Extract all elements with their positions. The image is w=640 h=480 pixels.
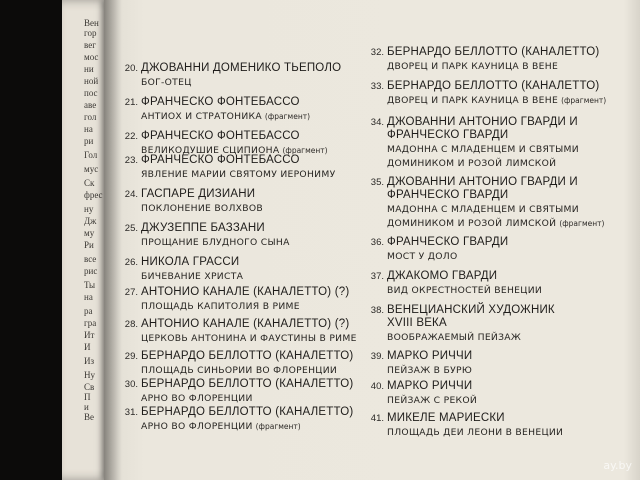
list-item xyxy=(104,350,353,376)
list-item xyxy=(362,236,508,262)
artist-name: АНТОНИО КАНАЛЕ (КАНАЛЕТТО) (?) xyxy=(141,318,350,330)
plate-number: 28. xyxy=(124,319,138,330)
fragment-note: (фрагмент) xyxy=(264,112,311,121)
painting-title: ПЕЙЗАЖ В БУРЮ xyxy=(387,365,473,376)
left-page-text-fragment: гра xyxy=(84,318,97,328)
fragment-note: (фрагмент) xyxy=(559,219,605,228)
artist-name: ДЖУЗЕППЕ БАЗЗАНИ xyxy=(141,222,265,234)
painting-title: ВООБРАЖАЕМЫЙ ПЕЙЗАЖ xyxy=(387,332,522,343)
artist-name: ДЖАКОМО ГВАРДИ xyxy=(387,270,498,282)
painting-title: ДВОРЕЦ И ПАРК КАУНИЦА В ВЕНЕ xyxy=(387,95,559,106)
left-page-text-fragment: П xyxy=(84,392,91,402)
plate-number: 26. xyxy=(124,257,138,268)
plate-number: 31. xyxy=(124,407,138,418)
plate-number: 32. xyxy=(370,47,384,58)
left-page-text-fragment: на xyxy=(84,124,93,134)
painting-title: ПОКЛОНЕНИЕ ВОЛХВОВ xyxy=(141,203,263,214)
left-page-text-fragment: Ве xyxy=(84,412,94,422)
artist-name: МАРКО РИЧЧИ xyxy=(387,380,473,392)
left-page-text-fragment: аве xyxy=(84,100,97,110)
plate-number: 24. xyxy=(124,189,138,200)
plate-number: 40. xyxy=(370,381,384,392)
list-item xyxy=(104,256,243,282)
left-page-text-fragment: ни xyxy=(84,64,94,74)
list-item xyxy=(104,154,335,180)
painting-title: ПРОЩАНИЕ БЛУДНОГО СЫНА xyxy=(141,237,290,248)
left-page-text-fragment: гор xyxy=(84,28,97,38)
plate-number: 37. xyxy=(370,271,384,282)
artist-name: ФРАНЧЕСКО ФОНТЕБАССО xyxy=(141,96,300,108)
artist-name: ДЖОВАННИ ДОМЕНИКО ТЬЕПОЛО xyxy=(141,62,342,74)
list-item xyxy=(362,176,604,229)
painting-title: МАДОННА С МЛАДЕНЦЕМ И СВЯТЫМИ xyxy=(387,144,579,155)
left-page-text-fragment: Дж xyxy=(84,216,97,226)
list-item xyxy=(362,380,477,406)
left-page-text-fragment: Ну xyxy=(84,370,95,380)
plate-number: 20. xyxy=(124,63,138,74)
plate-number: 23. xyxy=(124,155,138,166)
left-page-text-fragment: Ри xyxy=(84,240,94,250)
list-item xyxy=(104,188,263,214)
fragment-note: (фрагмент) xyxy=(282,146,328,155)
artist-name: БЕРНАРДО БЕЛЛОТТО (КАНАЛЕТТО) xyxy=(141,406,354,418)
artist-name: ГАСПАРЕ ДИЗИАНИ xyxy=(141,188,256,200)
painting-title: БИЧЕВАНИЕ ХРИСТА xyxy=(141,271,244,282)
artist-name: ФРАНЧЕСКО ГВАРДИ xyxy=(387,236,509,248)
left-page-text-fragment: Ты xyxy=(84,280,96,290)
painting-title: АРНО ВО ФЛОРЕНЦИИ xyxy=(141,421,253,432)
painting-title: ВИД ОКРЕСТНОСТЕЙ ВЕНЕЦИИ xyxy=(387,285,543,296)
artist-name-continued: XVIII ВЕКА xyxy=(387,317,447,329)
list-item xyxy=(362,304,555,343)
plate-number: 39. xyxy=(370,351,384,362)
left-page-text-fragment: мус xyxy=(84,164,99,174)
left-page-text-fragment: и xyxy=(84,402,89,412)
left-page-text-fragment: му xyxy=(84,228,95,238)
left-page-text-fragment: ра xyxy=(84,306,93,316)
artist-name: АНТОНИО КАНАЛЕ (КАНАЛЕТТО) (?) xyxy=(141,286,350,298)
list-item xyxy=(362,80,606,106)
plate-number: 34. xyxy=(370,117,384,128)
artist-name: ДЖОВАННИ АНТОНИО ГВАРДИ И xyxy=(387,116,578,128)
left-page-text-fragment: на xyxy=(84,292,93,302)
plate-number: 30. xyxy=(124,379,138,390)
plate-number: 41. xyxy=(370,413,384,424)
left-page-text-fragment: Ск xyxy=(84,178,95,188)
left-page-text-fragment: все xyxy=(84,254,97,264)
artist-name: БЕРНАРДО БЕЛЛОТТО (КАНАЛЕТТО) xyxy=(387,46,600,58)
left-page-text-fragment: ри xyxy=(84,136,94,146)
left-page-text-fragment: Ит xyxy=(84,330,95,340)
list-item xyxy=(104,62,341,88)
fragment-note: (фрагмент) xyxy=(561,96,607,105)
left-page-text-fragment: ну xyxy=(84,204,94,214)
left-page-text-fragment: вег xyxy=(84,40,96,50)
watermark: ay.by xyxy=(603,459,632,472)
painting-title: ЯВЛЕНИЕ МАРИИ СВЯТОМУ ИЕРОНИМУ xyxy=(141,169,336,180)
left-page-text-fragment: Св xyxy=(84,382,95,392)
left-page-text-fragment: гол xyxy=(84,112,97,122)
list-item xyxy=(104,222,290,248)
artist-name: НИКОЛА ГРАССИ xyxy=(141,256,240,268)
artist-name: БЕРНАРДО БЕЛЛОТТО (КАНАЛЕТТО) xyxy=(387,80,600,92)
list-item xyxy=(362,270,542,296)
list-item xyxy=(104,96,310,122)
left-page-text-fragment: Из xyxy=(84,356,95,366)
left-page-text-fragment: Вен xyxy=(84,18,99,28)
painting-title: МАДОННА С МЛАДЕНЦЕМ И СВЯТЫМИ xyxy=(387,204,579,215)
painting-title: БОГ-ОТЕЦ xyxy=(141,77,192,88)
plate-number: 21. xyxy=(124,97,138,108)
artist-name: МАРКО РИЧЧИ xyxy=(387,350,473,362)
artist-name-continued: ФРАНЧЕСКО ГВАРДИ xyxy=(387,129,509,141)
painting-title: ПЛОЩАДЬ КАПИТОЛИЯ В РИМЕ xyxy=(141,301,300,312)
plate-number: 36. xyxy=(370,237,384,248)
painting-title: ПЕЙЗАЖ С РЕКОЙ xyxy=(387,395,478,406)
painting-title: ВЕЛИКОДУШИЕ СЦИПИОНА xyxy=(141,145,280,156)
artist-name: ФРАНЧЕСКО ФОНТЕБАССО xyxy=(141,154,300,166)
plate-number: 38. xyxy=(370,305,384,316)
list-item xyxy=(104,318,357,344)
list-item xyxy=(104,130,328,156)
artist-name-continued: ФРАНЧЕСКО ГВАРДИ xyxy=(387,189,509,201)
plate-number: 29. xyxy=(124,351,138,362)
left-page-text-fragment: рис xyxy=(84,266,98,276)
left-page-text-fragment: ной xyxy=(84,76,99,86)
painting-title: АРНО ВО ФЛОРЕНЦИИ xyxy=(141,393,253,404)
left-page-text-fragment: мос xyxy=(84,52,99,62)
book-page xyxy=(104,0,640,480)
painting-title: ДВОРЕЦ И ПАРК КАУНИЦА В ВЕНЕ xyxy=(387,61,559,72)
fragment-note: (фрагмент) xyxy=(255,422,301,431)
left-page-text-fragment: фрес xyxy=(84,190,103,200)
plate-number: 33. xyxy=(370,81,384,92)
painting-title: ЦЕРКОВЬ АНТОНИНА И ФАУСТИНЫ В РИМЕ xyxy=(141,333,357,344)
painting-title: ПЛОЩАДЬ ДЕИ ЛЕОНИ В ВЕНЕЦИИ xyxy=(387,427,564,438)
artist-name: МИКЕЛЕ МАРИЕСКИ xyxy=(387,412,505,424)
list-item xyxy=(104,406,353,432)
artist-name: ВЕНЕЦИАНСКИЙ ХУДОЖНИК xyxy=(387,304,555,316)
painting-title: ДОМИНИКОМ И РОЗОЙ ЛИМСКОЙ xyxy=(387,218,557,229)
list-item xyxy=(362,350,472,376)
artist-name: ДЖОВАННИ АНТОНИО ГВАРДИ И xyxy=(387,176,578,188)
plate-number: 27. xyxy=(124,287,138,298)
list-item xyxy=(362,116,579,169)
artist-name: БЕРНАРДО БЕЛЛОТТО (КАНАЛЕТТО) xyxy=(141,378,354,390)
plate-number: 25. xyxy=(124,223,138,234)
painting-title: ПЛОЩАДЬ СИНЬОРИИ ВО ФЛОРЕНЦИИ xyxy=(141,365,338,376)
left-page-text-fragment: Гол xyxy=(84,150,98,160)
list-item xyxy=(362,46,599,72)
list-item xyxy=(104,378,353,404)
list-item xyxy=(362,412,563,438)
artist-name: БЕРНАРДО БЕЛЛОТТО (КАНАЛЕТТО) xyxy=(141,350,354,362)
list-item xyxy=(104,286,349,312)
painting-title: МОСТ У ДОЛО xyxy=(387,251,458,262)
left-page-text-fragment: И xyxy=(84,342,91,352)
painting-title: АНТИОХ И СТРАТОНИКА xyxy=(141,111,262,122)
painting-title: ДОМИНИКОМ И РОЗОЙ ЛИМСКОЙ xyxy=(387,158,557,169)
artist-name: ФРАНЧЕСКО ФОНТЕБАССО xyxy=(141,130,300,142)
left-page-text-fragment: пос xyxy=(84,88,98,98)
plate-number: 22. xyxy=(124,131,138,142)
plate-number: 35. xyxy=(370,177,384,188)
